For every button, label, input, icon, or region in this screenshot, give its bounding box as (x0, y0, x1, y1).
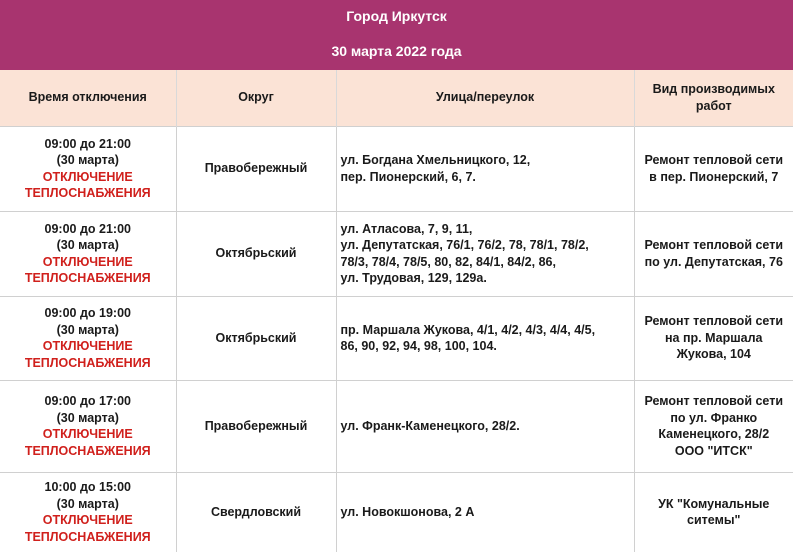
work-line: по ул. Франко (670, 410, 758, 425)
work-line: ООО "ИТСК" (674, 443, 753, 458)
street-line: ул. Богдана Хмельницкого, 12, (340, 153, 531, 167)
time-range: 09:00 до 21:00 (44, 136, 131, 151)
outage-warning-type: ТЕПЛОСНАБЖЕНИЯ (24, 355, 151, 370)
work-line: Ремонт тепловой сети (644, 238, 784, 252)
outage-warning-type: ТЕПЛОСНАБЖЕНИЯ (24, 529, 151, 544)
street-line: ул. Франк-Каменецкого, 28/2. (340, 418, 520, 433)
outage-warning: ОТКЛЮЧЕНИЕ (42, 254, 133, 269)
column-header-time: Время отключения (0, 70, 176, 126)
work-line: ситемы" (687, 513, 741, 528)
work-line: Ремонт тепловой сети (644, 394, 784, 408)
time-day: (30 марта) (56, 410, 119, 425)
street-line: пер. Пионерский, 6, 7. (340, 169, 476, 184)
work-line: в пер. Пионерский, 7 (649, 169, 779, 184)
outage-warning-type: ТЕПЛОСНАБЖЕНИЯ (24, 443, 151, 458)
street-cell (336, 380, 634, 472)
district-cell: Правобережный (176, 126, 336, 211)
street-cell (336, 126, 634, 211)
time-range: 10:00 до 15:00 (44, 480, 131, 495)
table-row (0, 126, 793, 211)
work-line: по ул. Депутатская, 76 (644, 254, 783, 269)
work-cell (634, 126, 793, 211)
column-header-street: Улица/переулок (336, 70, 634, 126)
time-day: (30 марта) (56, 496, 119, 511)
header-banner (0, 0, 793, 70)
table-row (0, 380, 793, 472)
work-line: на пр. Маршала (664, 330, 763, 345)
time-cell (0, 211, 176, 296)
time-cell (0, 472, 176, 552)
outage-table (0, 70, 793, 552)
work-cell (634, 296, 793, 380)
time-range: 09:00 до 21:00 (44, 221, 131, 236)
time-cell (0, 380, 176, 472)
street-line: ул. Атласова, 7, 9, 11, (340, 221, 473, 236)
outage-warning: ОТКЛЮЧЕНИЕ (42, 513, 133, 528)
table-row (0, 472, 793, 552)
time-range: 09:00 до 17:00 (44, 394, 131, 408)
street-line: 86, 90, 92, 94, 98, 100, 104. (340, 339, 497, 353)
work-line: Ремонт тепловой сети (644, 314, 784, 329)
outage-warning-type: ТЕПЛОСНАБЖЕНИЯ (24, 271, 151, 285)
table-row (0, 211, 793, 296)
district-cell: Октябрьский (176, 211, 336, 296)
time-day: (30 марта) (56, 322, 119, 337)
column-header-work: Вид производимых работ (652, 81, 775, 113)
district-cell: Правобережный (176, 380, 336, 472)
street-line: ул. Новокшонова, 2 А (340, 505, 475, 519)
date-title: 30 марта 2022 года (331, 43, 462, 59)
time-day: (30 марта) (56, 153, 119, 167)
work-line: Ремонт тепловой сети (644, 153, 784, 167)
column-header-district: Округ (176, 70, 336, 126)
district-cell: Свердловский (176, 472, 336, 552)
work-line: Каменецкого, 28/2 (658, 427, 770, 441)
outage-warning: ОТКЛЮЧЕНИЕ (42, 339, 133, 353)
table-row (0, 296, 793, 380)
work-cell (634, 380, 793, 472)
work-line: УК "Комунальные (658, 496, 770, 511)
outage-warning-type: ТЕПЛОСНАБЖЕНИЯ (24, 186, 151, 200)
work-cell (634, 472, 793, 552)
time-cell (0, 296, 176, 380)
work-cell (634, 211, 793, 296)
time-day: (30 марта) (56, 238, 119, 252)
table-header-row (0, 70, 793, 126)
outage-warning: ОТКЛЮЧЕНИЕ (42, 427, 133, 441)
time-range: 09:00 до 19:00 (44, 306, 131, 320)
district-cell: Октябрьский (176, 296, 336, 380)
street-line: пр. Маршала Жукова, 4/1, 4/2, 4/3, 4/4, 4/5, (340, 322, 596, 337)
street-cell (336, 211, 634, 296)
street-cell (336, 472, 634, 552)
street-cell (336, 296, 634, 380)
city-title: Город Иркутск (346, 8, 447, 24)
street-line: 78/3, 78/4, 78/5, 80, 82, 84/1, 84/2, 86, (340, 254, 556, 269)
street-line: ул. Депутатская, 76/1, 76/2, 78, 78/1, 78/2, (340, 238, 589, 252)
time-cell (0, 126, 176, 211)
street-line: ул. Трудовая, 129, 129а. (340, 271, 487, 285)
work-line: Жукова, 104 (676, 347, 751, 362)
outage-warning: ОТКЛЮЧЕНИЕ (42, 169, 133, 184)
